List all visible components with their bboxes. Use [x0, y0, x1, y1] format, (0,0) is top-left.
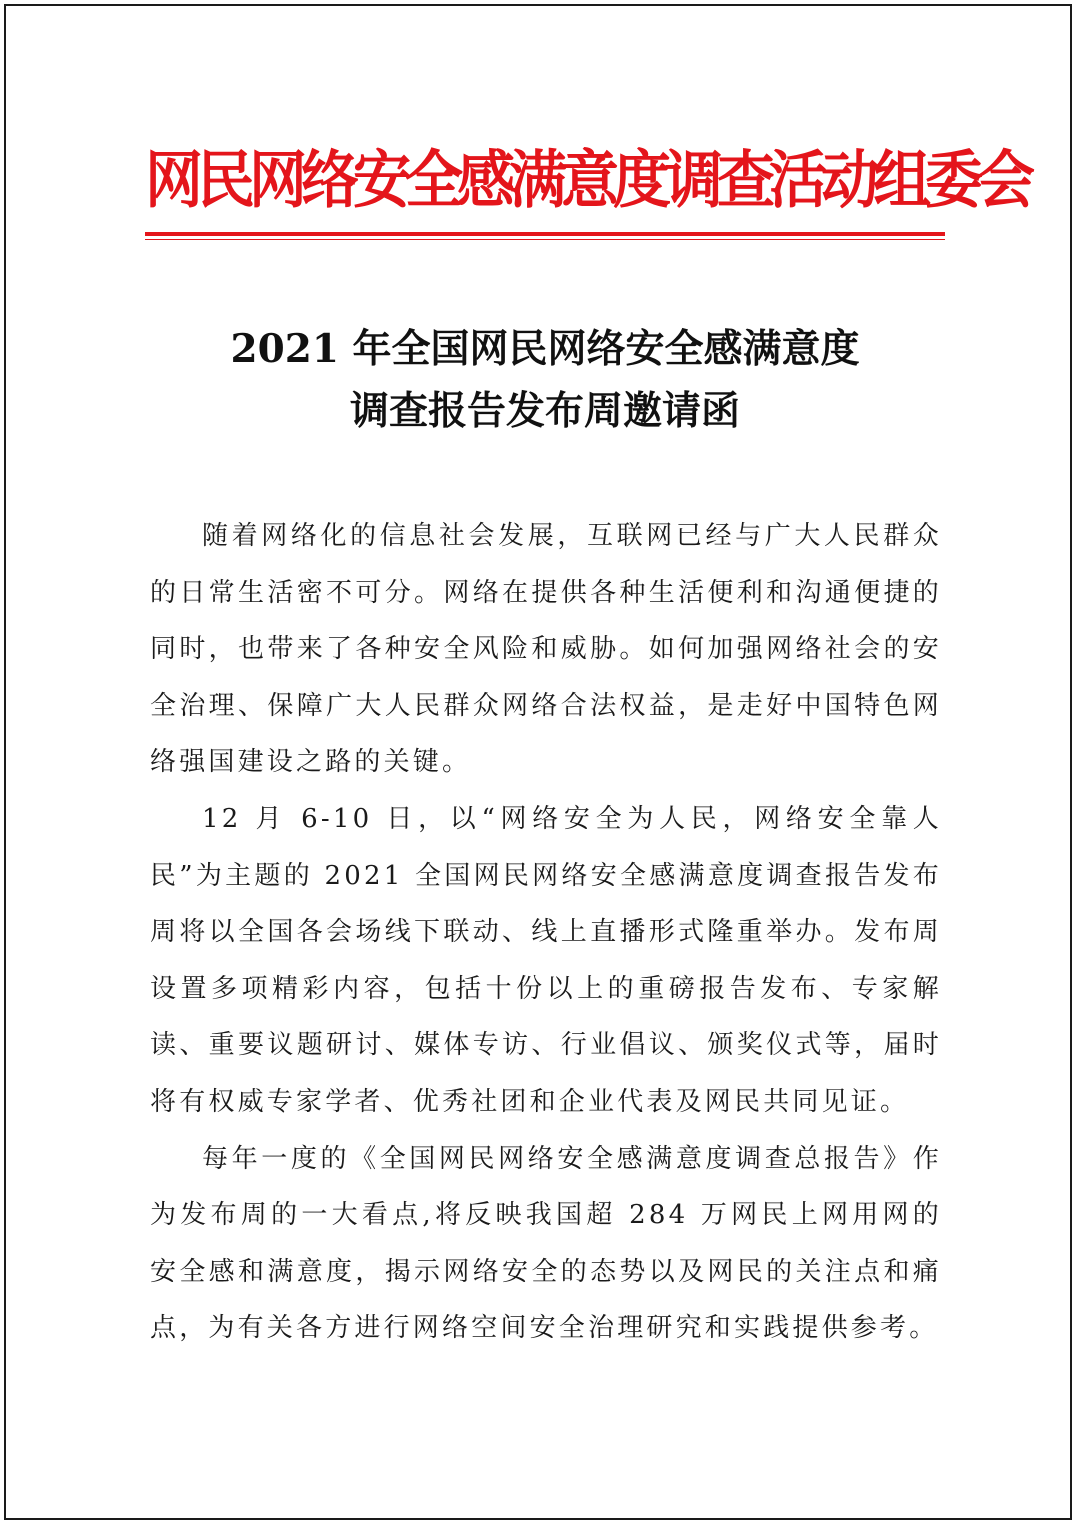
letterhead-red-rule-thin [145, 239, 945, 240]
letter-body [150, 508, 942, 1357]
body-paragraph-2: 12 月 6-10 日，以“网络安全为人民，网络安全靠人民”为主题的 2021 全国网民网络安全感满意度调查报告发布周将以全国各会场线下联动、线上直播形式隆重举办。发布周设置多项精彩内容，包括十份以上的重磅报告发布、专家解读、重要议题研讨、媒体专访、行业倡议、颁奖仪式等，届时将有权威专家学者、优秀社团和企业代表及网民共同见证。 [150, 803, 942, 1117]
body-paragraph-1: 随着网络化的信息社会发展，互联网已经与广大人民群众的日常生活密不可分。网络在提供各种生活便利和沟通便捷的同时，也带来了各种安全风险和威胁。如何加强网络社会的安全治理、保障广大人民群众网络合法权益，是走好中国特色网络强国建设之路的关键。 [150, 521, 942, 778]
document-title-line-1: 2021 年全国网民网络安全感满意度 [230, 326, 860, 372]
letterhead-organization: 网民网络安全感满意度调查活动组委会 [145, 143, 1030, 217]
document-title-line-2: 调查报告发布周邀请函 [349, 388, 740, 434]
letterhead-red-rule [145, 232, 945, 236]
body-paragraph-3: 每年一度的《全国网民网络安全感满意度调查总报告》作为发布周的一大看点,将反映我国超 284 万网民上网用网的安全感和满意度，揭示网络安全的态势以及网民的关注点和痛点，为有关各方进行网络空间安全治理研究和实践提供参考。 [150, 1143, 942, 1344]
document-title [145, 318, 945, 442]
